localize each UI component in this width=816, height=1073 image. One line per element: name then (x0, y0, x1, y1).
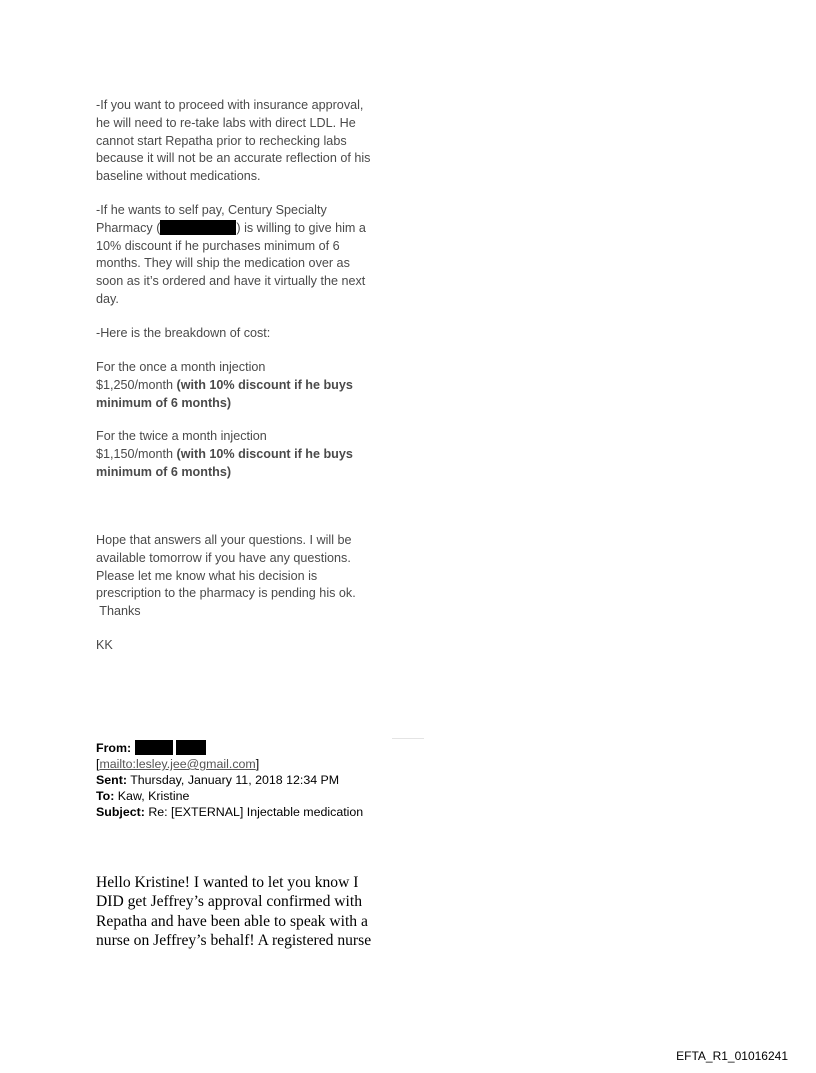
from-label: From: (96, 741, 132, 755)
cost-price-line (96, 377, 396, 395)
text-line: Repatha and have been able to speak with a (96, 912, 368, 930)
discount-note: minimum of 6 months) (96, 464, 232, 479)
breakdown-heading (96, 325, 396, 343)
cost-twice-monthly (96, 428, 396, 481)
discount-note: (with 10% discount if he buys (176, 377, 353, 392)
text-line: prescription to the pharmacy is pending his ok. (96, 586, 356, 601)
sent-label: Sent: (96, 773, 127, 787)
cost-label: For the once a month injection (96, 360, 266, 374)
cost-price: $1,250/month (96, 377, 177, 392)
text-line: -If he wants to self pay, Century Specialty (96, 203, 327, 217)
mailto-link[interactable]: mailto:lesley.jee@gmail.com (99, 757, 256, 771)
text-fragment: ) is willing to give him a (236, 220, 366, 235)
signoff-initials: KK (96, 638, 113, 652)
text-line: Please let me know what his decision is (96, 568, 318, 583)
text-line: available tomorrow if you have any questions. (96, 550, 351, 565)
text-line: day. (96, 291, 119, 306)
cost-price: $1,150/month (96, 446, 177, 461)
email-header (96, 740, 416, 820)
mailto-line: [mailto:lesley.jee@gmail.com] (96, 757, 260, 771)
divider (392, 738, 424, 739)
cost-label: For the twice a month injection (96, 429, 267, 443)
from-line (96, 740, 416, 756)
closing-paragraph (96, 532, 396, 621)
insurance-paragraph (96, 97, 396, 186)
text-line: cannot start Repatha prior to rechecking labs (96, 133, 347, 148)
text-line: 10% discount if he purchases minimum of 6 (96, 238, 340, 253)
subject-line (96, 804, 416, 820)
to-label: To: (96, 789, 115, 803)
cost-price-line (96, 446, 396, 464)
subject-value: Re: [EXTERNAL] Injectable medication (144, 805, 364, 819)
text-line: -If you want to proceed with insurance approval, (96, 98, 364, 112)
text-line: soon as it’s ordered and have it virtually the next (96, 274, 366, 289)
to-value: Kaw, Kristine (114, 789, 190, 803)
text-fragment: Pharmacy ( (96, 220, 161, 235)
text-line: nurse on Jeffrey’s behalf! A registered nurse (96, 932, 372, 950)
text-line: because it will not be an accurate reflection of his (96, 151, 371, 166)
subject-label: Subject: (96, 805, 145, 819)
text-line: Hello Kristine! I wanted to let you know I (96, 874, 359, 891)
text-line: months. They will ship the medication over as (96, 256, 350, 271)
text-line: DID get Jeffrey’s approval confirmed with (96, 893, 363, 911)
self-pay-paragraph (96, 202, 396, 309)
document-id: EFTA_R1_01016241 (676, 1049, 788, 1063)
sent-line (96, 772, 416, 788)
text-line: -Here is the breakdown of cost: (96, 326, 271, 340)
discount-note: minimum of 6 months) (96, 395, 232, 410)
text-line: Hope that answers all your questions. I will be (96, 533, 352, 547)
text-line: baseline without medications. (96, 169, 261, 184)
redaction-box (176, 740, 206, 755)
text-line: he will need to re-take labs with direct LDL. He (96, 115, 356, 130)
to-line (96, 788, 416, 804)
signoff (96, 637, 396, 655)
text-line: Thanks (96, 604, 141, 619)
discount-note: (with 10% discount if he buys (176, 446, 353, 461)
text-line-with-redaction (96, 220, 396, 238)
sent-value: Thursday, January 11, 2018 12:34 PM (126, 773, 340, 787)
reply-body (96, 873, 396, 951)
redaction-box (135, 740, 173, 755)
redaction-box (160, 220, 236, 235)
cost-once-monthly (96, 359, 396, 412)
